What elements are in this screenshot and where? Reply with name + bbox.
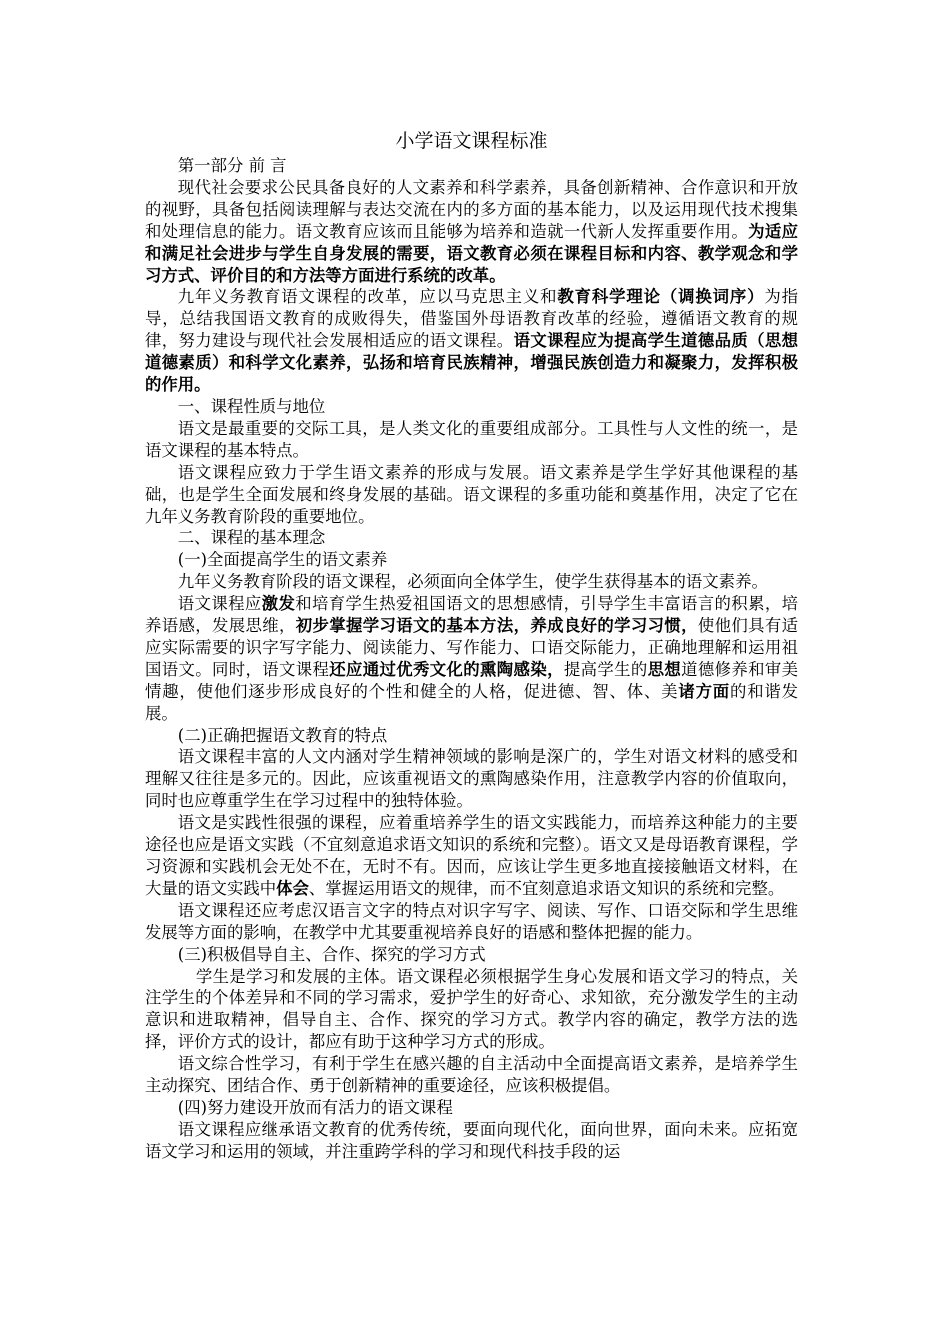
paragraph: 九年义务教育阶段的语文课程，必须面向全体学生，使学生获得基本的语文素养。 [177,572,768,592]
paragraph: 语文课程丰富的人文内涵对学生精神领域的影响是深广的，学生对语文材料的感受和理解又往往是多元的。因此，应该重视语文的熏陶感染作用，注意教学内容的价值取向，同时也应尊重学生在学习过程中的独特体验。 [145,747,798,811]
bold-run: 为适应和满足社会进步与学生自身发展的需要，语文教育必须在课程目标和内容、教学观念和学习方式、评价目的和方法等方面进行系统的改革。 [145,221,799,285]
paragraph: 语文综合性学习，有利于学生在感兴趣的自主活动中全面提高语文素养，是培养学生主动探究、团结合作、勇于创新精神的重要途径，应该积极提倡。 [145,1054,798,1096]
text-run: 为指导，总结我国语文教育的成败得失，借鉴国外母语教育改革的经验，遵循语文教育的规律，努力建设与现代社会发展相适应的语文课程。 [145,287,799,351]
bold-run: 还应通过优秀文化的熏陶感染， [329,659,564,679]
section-heading: 二、课程的基本理念 [177,528,326,548]
text-run: 的和谐发展。 [145,681,799,723]
paragraph [145,593,798,724]
text-run: 现代社会要求公民具备良好的人文素养和科学素养，具备创新精神、合作意识和开放的视野，具备包括阅读理解与表达交流在内的多方面的基本能力，以及运用现代技术搜集和处理信息的能力。语文教育应该而且能够为培养和造就一代新人发挥重要作用。 [145,177,798,241]
text-run: 和培育学生热爱祖国语文的思想感情，引导学生丰富语言的积累，培养语感，发展思维， [145,594,799,636]
text-run: 语文课程应 [177,594,262,614]
section-heading: 一、课程性质与地位 [177,396,326,416]
bold-run: 体会 [276,878,309,898]
document-title: 小学语文课程标准 [395,130,548,152]
paragraph: 学生是学习和发展的主体。语文课程必须根据学生身心发展和语文学习的特点，关注学生的个体差异和不同的学习需求，爱护学生的好奇心、求知欲，充分激发学生的主动意识和进取精神，倡导自主、合作、探究的学习方式。教学内容的确定，教学方法的选择，评价方式的设计，都应有助于这种学习方式的形成。 [145,966,798,1052]
bold-run: 语文课程应为提高学生道德品质（思想道德素质）和科学文化素养，弘扬和培育民族精神，增强民族创造力和凝聚力，发挥积极的作用。 [145,331,798,395]
bold-run: 教育科学理论（调换词序） [557,287,765,307]
paragraph: 语文课程还应考虑汉语言文字的特点对识字写字、阅读、写作、口语交际和学生思维发展等方面的影响，在教学中尤其要重视培养良好的语感和整体把握的能力。 [145,900,798,942]
text-run: 、掌握运用语文的规律，而不宜刻意追求语文知识的系统和完整。 [308,878,785,898]
paragraph [145,177,798,287]
subsection-heading: (三)积极倡导自主、合作、探究的学习方式 [177,944,486,964]
bold-run: 初步掌握学习语文的基本方法，养成良好的学习习惯， [295,616,698,636]
paragraph [145,812,798,900]
subsection-heading: (四)努力建设开放而有活力的语文课程 [177,1097,453,1117]
bold-run: 激发 [261,594,296,614]
paragraph: 语文课程应继承语文教育的优秀传统，要面向现代化，面向世界，面向未来。应拓宽语文学习和运用的领域，并注重跨学科的学习和现代科技手段的运 [145,1119,798,1161]
text-run: 道德修养和审美情趣，使他们逐步形成良好的个性和健全的人格，促进德、智、体、美 [145,659,799,701]
text-run: 使他们具有适应实际需要的识字写字能力、阅读能力、写作能力、口语交际能力，正确地理解和运用祖国语文。同时，语文课程 [145,616,799,679]
text-run: 提高学生的 [563,659,648,679]
bold-run: 诸方面 [678,681,730,701]
paragraph: 语文是最重要的交际工具，是人类文化的重要组成部分。工具性与人文性的统一，是语文课程的基本特点。 [145,418,798,460]
subsection-heading: (一)全面提高学生的语文素养 [177,550,388,570]
bold-run: 思想 [647,659,682,679]
text-run: 语文是实践性很强的课程，应着重培养学生的语文实践能力，而培养这种能力的主要途径也应是语文实践（不宜刻意追求语文知识的系统和完整）。语文又是母语教育课程，学习资源和实践机会无处不在，无时不有。因而，应该让学生更多地直接接触语文材料，在大量的语文实践中 [145,813,798,898]
part-heading: 第一部分 前 言 [177,156,287,175]
paragraph: 语文课程应致力于学生语文素养的形成与发展。语文素养是学生学好其他课程的基础，也是学生全面发展和终身发展的基础。语文课程的多重功能和奠基作用，决定了它在九年义务教育阶段的重要地位。 [145,462,798,526]
subsection-heading: (二)正确把握语文教育的特点 [177,725,388,745]
paragraph [145,286,798,396]
text-run: 九年义务教育语文课程的改革，应以马克思主义和 [177,287,558,307]
